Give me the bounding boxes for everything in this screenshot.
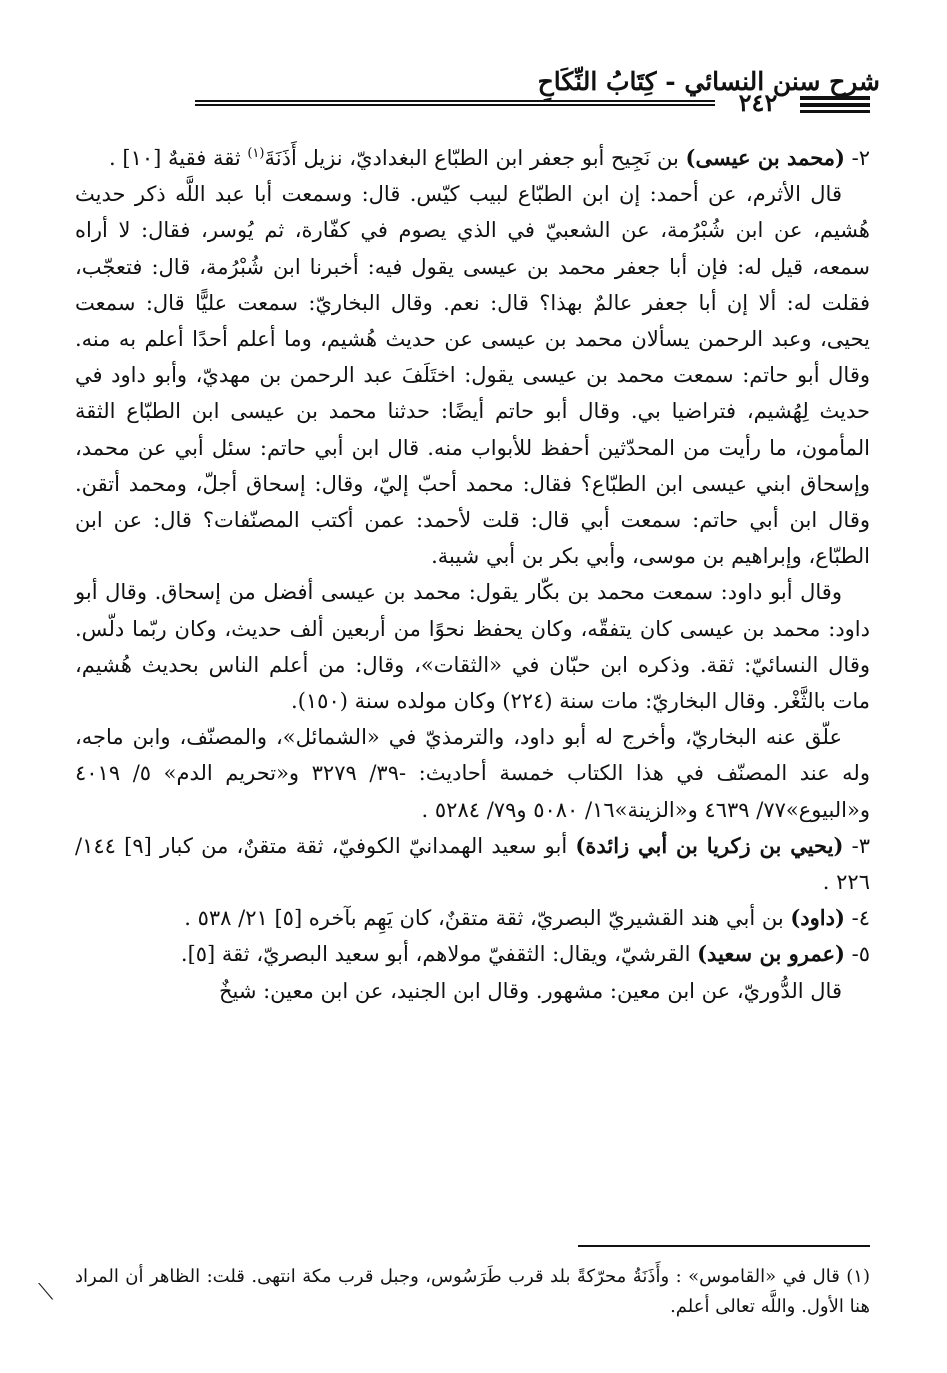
footnote — [75, 1262, 870, 1322]
narrator-text: بن أبي هند القشيريّ البصريّ، ثقة متقنٌ، كان يَهِم بآخره [٥] ٢١/ ٥٣٨ . — [184, 906, 791, 931]
narrator-text: بن نَجِيح أبو جعفر ابن الطبّاع البغداديّ، نزيل أَذَنَةَ — [264, 146, 686, 170]
item-number: ٣- — [843, 833, 870, 858]
narrator-text-tail: ثقة فقيهٌ [١٠] . — [109, 146, 248, 170]
item-number: ٥- — [844, 942, 870, 967]
narrator-name: (عمرو بن سعيد) — [697, 941, 845, 967]
paragraph-takhrij: علّق عنه البخاريّ، وأخرج له أبو داود، والترمذيّ في «الشمائل»، والمصنّف، وابن ماجه، وله عند المصنّف في هذا الكتاب خمسة أحاديث: -٣٩/ ٣٢٧٩ و«تحريم الدم» ٥/ ٤٠١٩ و«البيوع»٧٧/ ٤٦٣٩ و«الزينة»١٦/ ٥٠٨٠ و٧٩/ ٥٢٨٤ . — [75, 725, 870, 822]
running-header: شرح سنن النسائي - كِتَابُ النِّكَاحِ — [537, 67, 880, 96]
item-number: ٢- — [844, 146, 870, 170]
paragraph-narrator-5 — [75, 936, 870, 972]
narrator-text: أبو سعيد الهمدانيّ الكوفيّ، ثقة متقنٌ، من كبار [٩] ١٤٤/ ٢٢٦ . — [75, 833, 870, 895]
paragraph-narrator-4 — [75, 900, 870, 936]
footnote-separator — [578, 1245, 870, 1247]
narrator-name: (داود) — [790, 905, 845, 931]
narrator-name: (يحيي بن زكريا بن أبي زائدة) — [575, 832, 844, 858]
header-thick-rule-2 — [800, 103, 870, 107]
footnote-ref: (١) — [247, 146, 265, 161]
page-number: ٢٤٢ — [738, 88, 778, 117]
header-rule — [195, 100, 715, 102]
header-thick-rule — [800, 96, 870, 100]
narrator-text: القرشيّ، ويقال: الثقفيّ مولاهم، أبو سعيد البصريّ، ثقة [٥]. — [180, 942, 698, 967]
margin-mark: ⟍ — [38, 1280, 54, 1305]
paragraph-athram: قال الأثرم، عن أحمد: إن ابن الطبّاع لبيب كيّس. قال: وسمعت أبا عبد اللَّه ذكر حديث هُشيم، عن ابن شُبْرُمة، عن الشعبيّ في الذي يصوم في كفّارة، ثم يُوسر، فقال: لا أراه سمعه، قيل له: فإن أبا جعفر محمد بن عيسى يقول فيه: أخبرنا ابن شُبْرُمة، قال: فتعجّب، فقلت له: ألا إن أبا جعفر عالمٌ بهذا؟ قال: نعم. وقال البخاريّ: سمعت عليًّا قال: سمعت يحيى، وعبد الرحمن يسألان محمد بن عيسى عن حديث هُشيم، وما أعلم أحدًا أعلم به منه. وقال أبو حاتم: سمعت محمد بن عيسى يقول: اختَلَفَ عبد الرحمن بن مهديّ، وأبو داود في حديث لِهُشيم، فتراضيا بي. وقال أبو حاتم أيضًا: حدثنا محمد بن عيسى ابن الطبّاع الثقة المأمون، ما رأيت من المحدّثين أحفظ للأبواب منه. قال ابن أبي حاتم: سئل أبي عن محمد، وإسحاق ابني عيسى ابن الطبّاع؟ فقال: محمد أحبّ إليّ، وقال: إسحاق أجلّ، ومحمد أتقن. وقال ابن أبي حاتم: سمعت أبي قال: قلت لأحمد: عمن أكتب المصنّفات؟ قال: عن ابن الطبّاع، وإبراهيم بن موسى، وأبي بكر بن أبي شيبة. — [75, 182, 870, 569]
header-thick-rule-3 — [800, 110, 870, 113]
footnote-text: (١) قال في «القاموس» : وأَذَنَةُ محرّكةً بلد قرب طَرَسُوس، وجبل قرب مكة انتهى. قلت: الظاهر أن المراد هنا الأول. واللَّه تعالى أعلم. — [75, 1266, 870, 1317]
header-rule-secondary — [195, 104, 715, 106]
main-text — [75, 140, 870, 1009]
narrator-name: (محمد بن عيسى) — [685, 145, 845, 170]
paragraph-narrator-2 — [75, 140, 870, 176]
paragraph-narrator-3 — [75, 828, 870, 900]
item-number: ٤- — [844, 906, 870, 931]
paragraph-abu-dawud: وقال أبو داود: سمعت محمد بن بكّار يقول: محمد بن عيسى أفضل من إسحاق. وقال أبو داود: محمد بن عيسى كان يتفقّه، وكان يحفظ نحوًا من أربعين ألف حديث، وكان ربّما دلّس. وقال النسائيّ: ثقة. وذكره ابن حبّان في «الثقات»، وقال: من أعلم الناس بحديث هُشيم، مات بالثَّغْر. وقال البخاريّ: مات سنة (٢٢٤) وكان مولده سنة (١٥٠). — [75, 580, 870, 714]
paragraph-duri: قال الدُّوريّ، عن ابن معين: مشهور. وقال ابن الجنيد، عن ابن معين: شيخٌ — [218, 978, 842, 1003]
